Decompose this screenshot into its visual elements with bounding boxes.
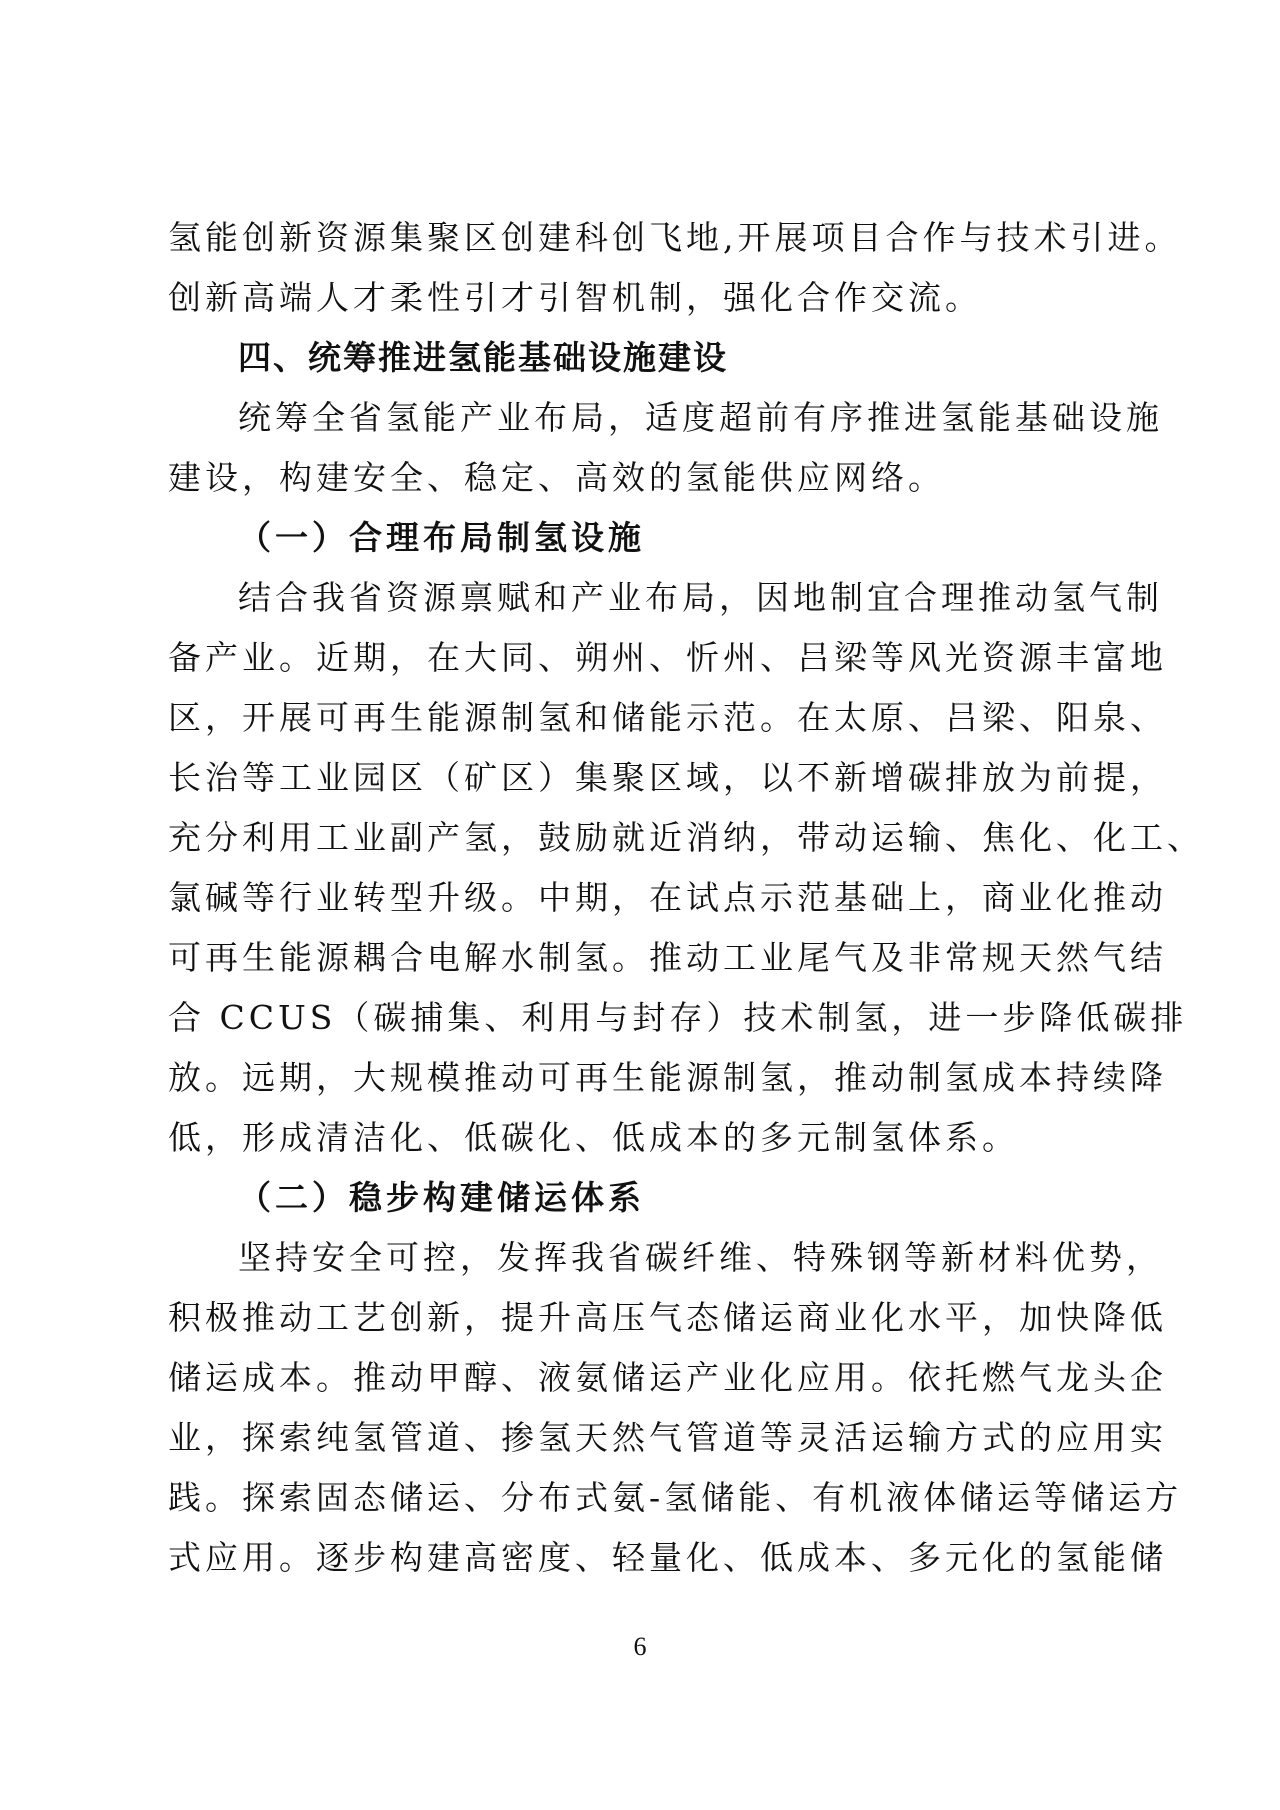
body-line: 业，探索纯氢管道、掺氢天然气管道等灵活运输方式的应用实 xyxy=(168,1418,1167,1457)
body-line: 积极推动工艺创新，提升高压气态储运商业化水平，加快降低 xyxy=(168,1298,1167,1337)
body-line: 践。探索固态储运、分布式氨-氢储能、有机液体储运等储运方 xyxy=(168,1478,1183,1517)
body-line: 区，开展可再生能源制氢和储能示范。在太原、吕梁、阳泉、 xyxy=(168,698,1167,737)
body-line: 式应用。逐步构建高密度、轻量化、低成本、多元化的氢能储 xyxy=(168,1538,1167,1577)
document-body xyxy=(168,208,1204,1588)
body-line: 长治等工业园区（矿区）集聚区域，以不新增碳排放为前提， xyxy=(168,758,1167,797)
body-line: 储运成本。推动甲醇、液氨储运产业化应用。依托燃气龙头企 xyxy=(168,1358,1167,1397)
subsection-heading: （二）稳步构建储运体系 xyxy=(238,1178,645,1217)
body-line: 氯碱等行业转型升级。中期，在试点示范基础上，商业化推动 xyxy=(168,878,1167,917)
body-line: 可再生能源耦合电解水制氢。推动工业尾气及非常规天然气结 xyxy=(168,938,1167,977)
body-line: 合 CCUS（碳捕集、利用与封存）技术制氢，进一步降低碳排 xyxy=(168,998,1188,1037)
body-line: 备产业。近期，在大同、朔州、忻州、吕梁等风光资源丰富地 xyxy=(168,638,1167,677)
body-line: 低，形成清洁化、低碳化、低成本的多元制氢体系。 xyxy=(168,1118,1019,1157)
page-number: 6 xyxy=(633,1632,647,1661)
paragraph-first-line: 结合我省资源禀赋和产业布局，因地制宜合理推动氢气制 xyxy=(238,578,1163,617)
section-heading: 四、统筹推进氢能基础设施建设 xyxy=(238,338,728,377)
subsection-heading: （一）合理布局制氢设施 xyxy=(238,518,645,557)
body-line: 放。远期，大规模推动可再生能源制氢，推动制氢成本持续降 xyxy=(168,1058,1167,1097)
body-line: 氢能创新资源集聚区创建科创飞地,开展项目合作与技术引进。 xyxy=(168,218,1182,257)
paragraph-first-line: 坚持安全可控，发挥我省碳纤维、特殊钢等新材料优势， xyxy=(238,1238,1163,1277)
paragraph-first-line: 统筹全省氢能产业布局，适度超前有序推进氢能基础设施 xyxy=(238,398,1163,437)
body-line: 创新高端人才柔性引才引智机制，强化合作交流。 xyxy=(168,278,982,317)
body-line: 充分利用工业副产氢，鼓励就近消纳，带动运输、焦化、化工、 xyxy=(168,818,1204,857)
body-line: 建设，构建安全、稳定、高效的氢能供应网络。 xyxy=(168,458,945,497)
